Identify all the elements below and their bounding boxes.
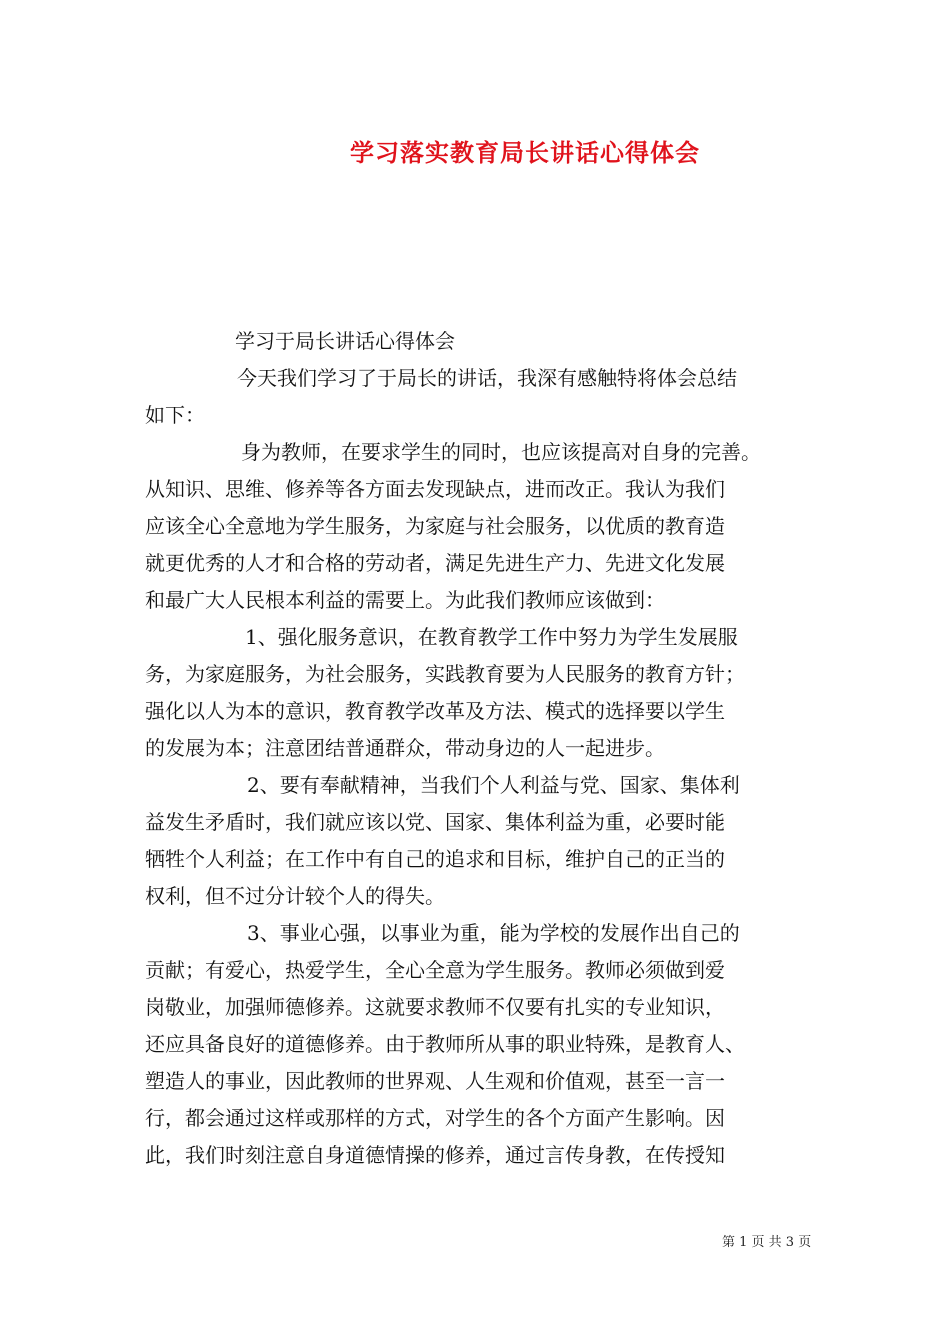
text-line: 还应具备良好的道德修养。由于教师所从事的职业特殊，是教育人、: [145, 1032, 745, 1056]
text-line: 身为教师，在要求学生的同时，也应该提高对自身的完善。: [241, 440, 761, 464]
document-title: 学习落实教育局长讲话心得体会: [350, 138, 700, 167]
text-line: 益发生矛盾时，我们就应该以党、国家、集体利益为重，必要时能: [145, 810, 725, 834]
text-line: 今天我们学习了于局长的讲话，我深有感触特将体会总结: [237, 366, 737, 390]
text-line: 2、要有奉献精神，当我们个人利益与党、国家、集体利: [247, 773, 740, 797]
text-line: 3、事业心强，以事业为重，能为学校的发展作出自己的: [247, 921, 740, 945]
text-line: 牺牲个人利益；在工作中有自己的追求和目标，维护自己的正当的: [145, 847, 725, 871]
paragraph-teacher-role: [145, 434, 827, 619]
text-line: 的发展为本；注意团结普通群众，带动身边的人一起进步。: [145, 736, 665, 760]
text-line: 塑造人的事业，因此教师的世界观、人生观和价值观，甚至一言一: [145, 1069, 725, 1093]
text-line: 岗敬业，加强师德修养。这就要求教师不仅要有扎实的专业知识，: [145, 995, 725, 1019]
text-line: 强化以人为本的意识，教育教学改革及方法、模式的选择要以学生: [145, 699, 725, 723]
paragraph-point-2: [145, 767, 827, 915]
text-line: 此，我们时刻注意自身道德情操的修养，通过言传身教，在传授知: [145, 1143, 725, 1167]
text-line: 行，都会通过这样或那样的方式，对学生的各个方面产生影响。因: [145, 1106, 725, 1130]
paragraph-point-1: [145, 619, 827, 767]
text-line: 贡献；有爱心，热爱学生，全心全意为学生服务。教师必须做到爱: [145, 958, 725, 982]
paragraph-point-3: [145, 915, 827, 1174]
page-number-footer: 第 1 页 共 3 页: [722, 1235, 812, 1250]
text-line: 应该全心全意地为学生服务，为家庭与社会服务，以优质的教育造: [145, 514, 725, 538]
text-line: 务，为家庭服务，为社会服务，实践教育要为人民服务的教育方针；: [145, 662, 745, 686]
text-line: 和最广大人民根本利益的需要上。为此我们教师应该做到：: [145, 588, 665, 612]
paragraph-intro: [145, 360, 827, 434]
text-line: 从知识、思维、修养等各方面去发现缺点，进而改正。我认为我们: [145, 477, 725, 501]
document-body: [145, 323, 827, 1174]
document-subheading: 学习于局长讲话心得体会: [235, 329, 455, 353]
text-line: 如下：: [145, 403, 205, 427]
text-line: 1、强化服务意识，在教育教学工作中努力为学生发展服: [245, 625, 738, 649]
text-line: 就更优秀的人才和合格的劳动者，满足先进生产力、先进文化发展: [145, 551, 725, 575]
text-line: 权利，但不过分计较个人的得失。: [145, 884, 445, 908]
